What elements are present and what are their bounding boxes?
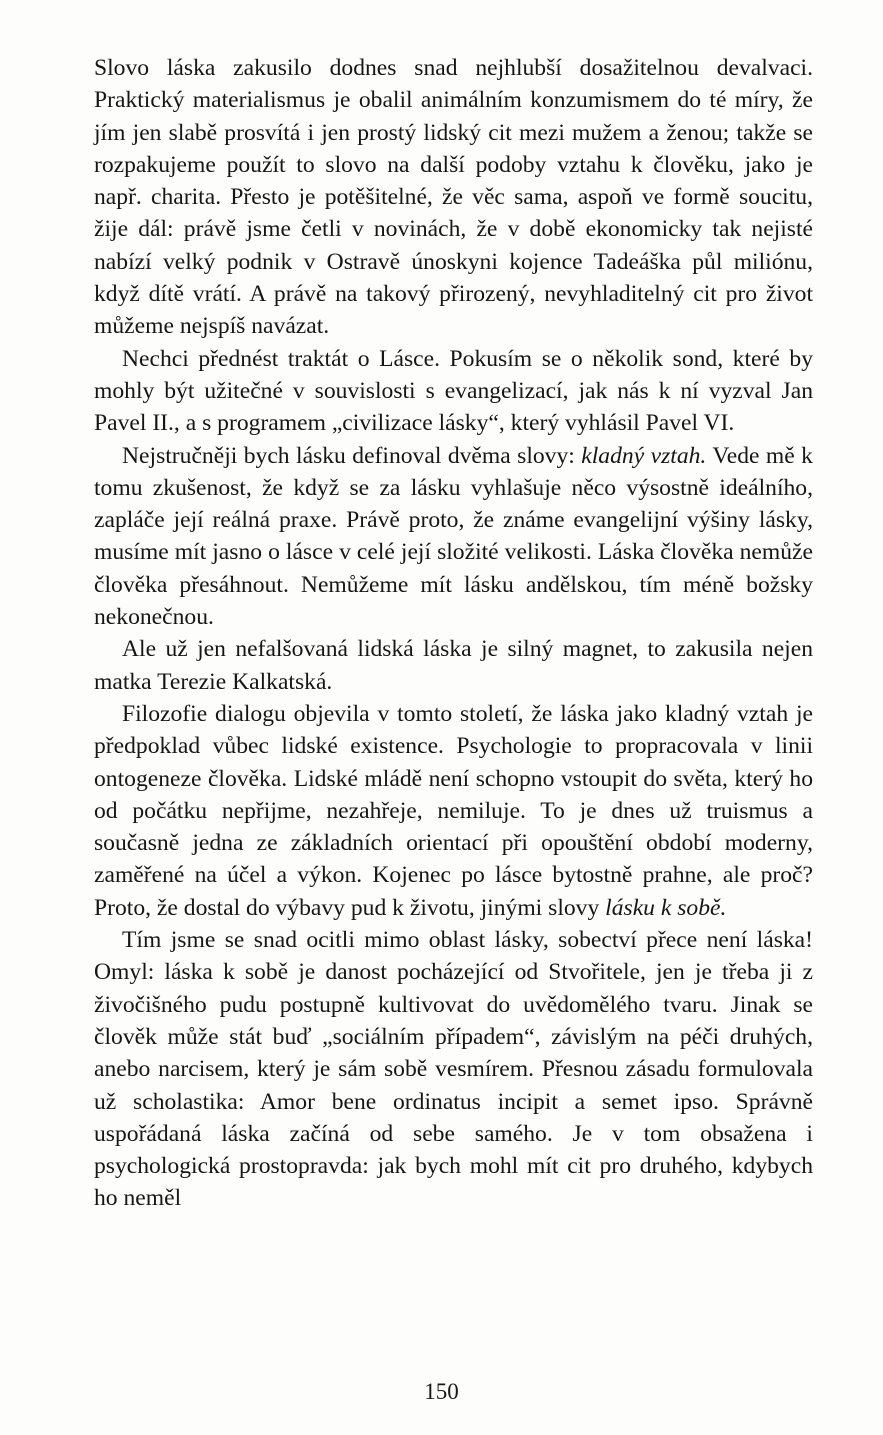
paragraph-2 — [94, 343, 813, 440]
italic-phrase: kladný vztah. — [581, 442, 707, 469]
paragraph-text: Nechci přednést traktát o Lásce. Pokusím se o několik sond, které by mohly být užitečné v souvislosti s evangelizací, jak nás k ní vyzval Jan Pavel II., a s programem „civilizace lásky“, který vyhlásil Pavel VI. — [94, 345, 813, 437]
paragraph-5 — [94, 698, 813, 924]
paragraph-text: Nejstručněji bych lásku definoval dvěma slovy: — [122, 442, 582, 469]
paragraph-text: Vede mě k tomu zkušenost, že když se za lásku vyhlašuje něco výsostně ideálního, zapláče její reálná praxe. Právě proto, že známe evangelijní výšiny lásky, musíme mít jasno o lásce v celé její složité velikosti. Láska člověka nemůže člověka přesáhnout. Nemůžeme mít lásku andělskou, tím méně božsky nekonečnou. — [94, 442, 813, 631]
body-text — [94, 52, 813, 1215]
paragraph-text: Filozofie dialogu objevila v tomto století, že láska jako kladný vztah je předpoklad vůbec lidské existence. Psychologie to propracovala v linii ontogeneze člověka. Lidské mládě není schopno vstoupit do světa, který ho od počátku nepřijme, nezahřeje, nemiluje. To je dnes už truismus a současně jedna ze základních orientací při opouštění období moderny, zaměřené na účel a výkon. Kojenec po lásce bytostně prahne, ale proč? Proto, že dostal do výbavy pud k životu, jinými slovy — [94, 700, 813, 921]
paragraph-6 — [94, 924, 813, 1215]
paragraph-1 — [94, 52, 813, 343]
paragraph-text: Ale už jen nefalšovaná lidská láska je silný magnet, to zakusila nejen matka Terezie Kalkatská. — [94, 636, 813, 695]
paragraph-text: Slovo láska zakusilo dodnes snad nejhlubší dosažitelnou devalvaci. Praktický materialismus je obalil animálním konzumismem do té míry, že jím jen slabě prosvítá i jen prostý lidský cit mezi mužem a ženou; takže se rozpakujeme použít to slovo na další podoby vztahu k člověku, jako je např. charita. Přesto je potěšitelné, že věc sama, aspoň ve formě soucitu, žije dál: právě jsme četli v novinách, že v době ekonomicky tak nejisté nabízí velký podnik v Ostravě únoskyni kojence Tadeáška půl miliónu, když dítě vrátí. A právě na takový přirozený, nevyhladitelný cit pro život můžeme nejspíš navázat. — [94, 55, 813, 340]
paragraph-3 — [94, 440, 813, 634]
paragraph-text: Tím jsme se snad ocitli mimo oblast lásky, sobectví přece není láska! Omyl: láska k sobě je danost pocházející od Stvořitele, jen je třeba ji z živočišného pudu postupně kultivovat do uvědomělého tvaru. Jinak se člověk může stát buď „sociálním případem“, závislým na péči druhých, anebo narcisem, který je sám sobě vesmírem. Přesnou zásadu formulovala už scholastika: Amor bene ordinatus incipit a semet ipso. Správně uspořádaná láska začíná od sebe samého. Je v tom obsažena i psychologická prostopravda: jak bych mohl mít cit pro druhého, kdybych ho neměl — [94, 927, 813, 1212]
italic-phrase: lásku k sobě. — [605, 894, 727, 921]
paragraph-4 — [94, 633, 813, 698]
page-number: 150 — [424, 1379, 459, 1404]
